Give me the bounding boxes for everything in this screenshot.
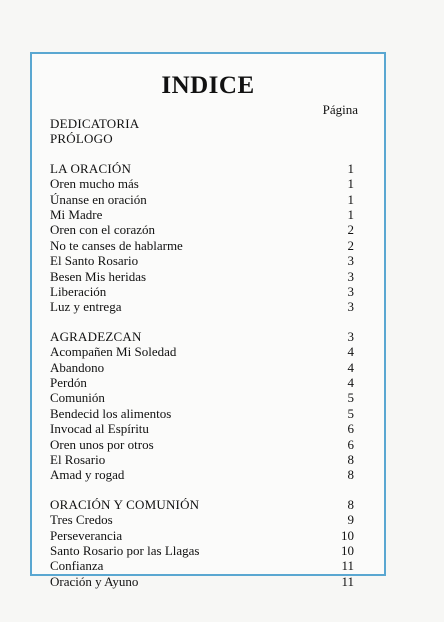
index-entry-label: Amad y rogad [50,467,125,482]
section-heading-label: LA ORACIÓN [50,161,132,176]
index-entry-page-number: 10 [341,528,354,543]
index-entry-label: Perdón [50,375,87,390]
index-entry [50,452,354,467]
section-heading-page-number: 3 [347,329,354,344]
index-entry-page-number: 1 [347,207,354,222]
index-entry-page-number: 3 [347,284,354,299]
index-entry-page-number: 5 [347,390,354,405]
index-entry [50,390,354,405]
prologo-entry-label: PRÓLOGO [50,131,113,146]
index-entry-page-number: 3 [347,269,354,284]
index-entry [50,574,354,589]
index-entry-label: Confianza [50,558,104,573]
index-entry-label: Santo Rosario por las Llagas [50,543,200,558]
index-entry-label: Oren mucho más [50,176,139,191]
index-entry [50,467,354,482]
index-entry-label: Perseverancia [50,528,123,543]
index-entry-page-number: 2 [347,238,354,253]
index-entry-label: Oración y Ayuno [50,574,139,589]
index-entry-page-number: 3 [347,299,354,314]
index-entry-page-number: 1 [347,176,354,191]
section-heading-label: ORACIÓN Y COMUNIÓN [50,497,200,512]
index-entry-page-number: 4 [347,344,354,359]
index-entry-page-number: 6 [347,437,354,452]
index-entry-label: Bendecid los alimentos [50,406,172,421]
index-entry [50,238,354,253]
index-entry-label: Comunión [50,390,105,405]
section-heading-page-number: 8 [347,497,354,512]
index-entry-label: El Santo Rosario [50,253,139,268]
index-entry-label: Abandono [50,360,105,375]
index-entry [50,406,354,421]
index-entry [50,299,354,314]
index-entry [50,269,354,284]
index-entry-page-number: 6 [347,421,354,436]
index-entry-page-number: 11 [341,558,354,573]
index-entry-label: Acompañen Mi Soledad [50,344,177,359]
index-entry-label: Oren unos por otros [50,437,154,452]
section-heading [50,497,354,512]
index-entry-page-number: 8 [347,452,354,467]
index-entry [50,176,354,191]
index-entry-page-number: 2 [347,222,354,237]
index-entry-page-number: 11 [341,574,354,589]
index-entry-page-number: 4 [347,375,354,390]
index-entry-page-number: 4 [347,360,354,375]
index-entry [50,558,354,573]
index-entry [50,437,354,452]
index-entry [50,421,354,436]
prologo-entry [50,131,354,146]
index-entry [50,528,354,543]
index-entry [50,222,354,237]
index-entry [50,207,354,222]
index-entry [50,284,354,299]
page-column-label: Página [322,102,358,117]
index-entry-page-number: 1 [347,192,354,207]
index-entry-label: Invocad al Espíritu [50,421,149,436]
index-frame [30,52,386,589]
index-entry [50,375,354,390]
section-heading-label: AGRADEZCAN [50,329,142,344]
section-heading-page-number: 1 [347,161,354,176]
index-entry-page-number: 10 [341,543,354,558]
section-heading [50,161,354,176]
index-entry-label: No te canses de hablarme [50,238,183,253]
index-entry [50,253,354,268]
index-entry-label: Mi Madre [50,207,103,222]
index-entry [50,543,354,558]
index-entry [50,512,354,527]
index-entry-label: Luz y entrega [50,299,122,314]
index-entry-label: Oren con el corazón [50,222,156,237]
index-entry [50,344,354,359]
index-entry-page-number: 5 [347,406,354,421]
index-entry-page-number: 9 [347,512,354,527]
dedicatoria-entry [50,116,354,131]
index-entry-label: Liberación [50,284,107,299]
index-entry-page-number: 8 [347,467,354,482]
index-entry-label: El Rosario [50,452,106,467]
index-entry [50,360,354,375]
section-heading [50,329,354,344]
dedicatoria-entry-label: DEDICATORIA [50,116,140,131]
index-entry-label: Tres Credos [50,512,113,527]
index-entry-label: Únanse en oración [50,192,147,207]
index-entry-page-number: 3 [347,253,354,268]
index-entry [50,192,354,207]
index-title: INDICE [161,72,255,99]
index-entry-label: Besen Mis heridas [50,269,147,284]
